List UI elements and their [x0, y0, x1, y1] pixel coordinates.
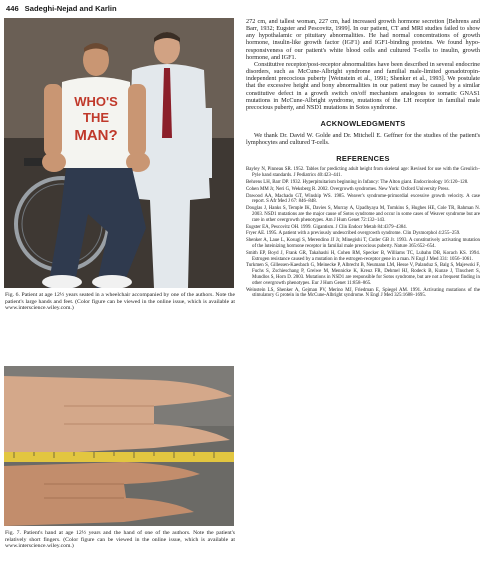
figure-7-caption-text: Patient's hand at age 12½ years and the hand of one of the authors. Note the patient's relatively short fingers. (Color figure can be viewed in the online issue, which is available at www.interscience.wiley.com.)	[5, 530, 235, 550]
acknowledgments-heading: ACKNOWLEDGMENTS	[320, 119, 406, 129]
shirt-line-3: MAN?	[74, 127, 118, 144]
reference-item: Turkmen S, Gillessen-Kaesbach G, Meinecke P, Albrecht B, Neumann LM, Hesse V, Palanduz S, Balg S, Majewski F, Fuchs S, Zschieschang P, Greiwe M, Mennicke K, Kreuz FR, Dehmel HJ, Rodeck B, Kunze J, Tinschert S, Mundlos S, Horn D. 2003. Mutations in NSD1 are responsible for Sotos syndrome, but are not a frequent finding in other overgrowth phenotypes. Eur J Hum Genet 11:858–865.	[246, 263, 480, 286]
figure-column	[4, 18, 234, 576]
body-paragraph: 272 cm, and tallest woman, 227 cm, had increased growth hormone secretion [Behrens and Barr, 1932; Eugster and Pescovitz, 1999]. In our patient, CT and MRI studies failed to show any hypothalamic or pituitary abnormalities. He had normal concentrations of growth hormone, insulin-like growth factor (IGF1) and IGF1-binding proteins. We found hypo-responsiveness of our patient's white blood cells and cultured T-cells to insulin, growth hormone, and IGF1.	[246, 18, 480, 61]
running-header	[6, 4, 117, 16]
references-heading: REFERENCES	[336, 154, 390, 164]
wheelchair-photo	[4, 18, 234, 288]
reference-item: Smith EP, Boyd J, Frank GR, Takahashi H, Cohen RM, Specker B, Williams TC, Lubahn DB, Korach KS. 1994. Estrogen resistance caused by a mutation in the estrogen-receptor gene in a man. N Engl J Med 331: 1056–1061.	[246, 250, 480, 262]
reference-item: Bayley N, Pinneau SR. 1952. Tables for predicting adult height from skeletal age: Revised for use with the Greulich–Pyle hand standards. J Pediatrics 40:423–441.	[246, 167, 480, 179]
reference-item: Dawood AA, Machado GT, Winship WS. 1985. Weaver's syndrome-primordial excessive growth velocity. A case report. S Afr Med J 67: 846–848.	[246, 193, 480, 205]
reference-item: Weinstein LS, Shenker A, Gejman PV, Merino MJ, Friedman E, Spiegel AM. 1991. Activating mutations of the stimulatory G protein in the McCune-Albright syndrome. N Engl J Med 325:1688–1695.	[246, 287, 480, 299]
running-authors: Sadeghi-Nejad and Karlin	[24, 4, 117, 13]
shirt-line-1: WHO'S	[74, 94, 118, 109]
page-number: 446	[6, 4, 19, 13]
reference-item: Shenker A, Laue L, Kosugi S, Merendino JJ Jr, Minegishi T, Cutler GB Jr. 1993. A constitutively activating mutation of the luteinizing hormone receptor in familial male precocious puberty. Nature 365:652–654.	[246, 238, 480, 249]
figure-6-caption-text: Patient at age 12½ years seated in a wheelchair accompanied by one of the authors. Note the patient's large hands and feet. (Color figure can be viewed in the online issue, which is available at www.interscience.wiley.com.)	[5, 292, 236, 312]
figure-6-caption	[5, 292, 235, 312]
figure-6-label: Fig. 6.	[5, 292, 20, 298]
acknowledgments-text: We thank Dr. David W. Golde and Dr. Mitchell E. Geffner for the studies of the patient's lymphocytes and cultured T-cells.	[246, 132, 480, 147]
text-column	[246, 18, 480, 300]
figure-7-photo	[4, 366, 234, 526]
figure-7-label: Fig. 7.	[5, 530, 21, 536]
reference-item: Fryer AE. 1995. A patient with a previously undescribed overgrowth syndrome. Clin Dysmorphol 4:255–259.	[246, 231, 461, 237]
reference-item: Douglas J, Hanks S, Temple IK, Davies S, Murray A, Upadhyaya M, Tomkins S, Hughes HE, Cole TR, Rahman N. 2003. NSD1 mutations are the major cause of Sotos syndrome and occur in some cases of Weaver syndrome but are rare in other overgrowth phenotypes. Am J Hum Genet 72:132–143.	[246, 206, 480, 223]
reference-item: Behrens LH, Barr DP. 1932. Hyperpituitarism beginning in Infancy: The Alton giant. Endocrinology 16:120–128.	[246, 179, 469, 185]
figure-7-caption	[5, 530, 235, 550]
reference-list	[246, 167, 480, 299]
reference-item: Cohen MM Jr, Neri G, Weksberg R. 2002. Overgrowth syndromes. New York: Oxford University Press.	[246, 186, 450, 192]
body-text	[246, 18, 480, 111]
figure-6-photo	[4, 18, 234, 288]
reference-item: Eugster EA, Pescovitz OH. 1999. Gigantism. J Clin Endocr Metab 84:4379–4384.	[246, 224, 407, 230]
hands-photo	[4, 366, 234, 526]
body-paragraph: Constitutive receptor/post-receptor abnormalities have been described in several endocrine disorders, such as McCune-Albright syndrome and familial male-limited gonadotropin-independent precocious puberty [Weinstein et al., 1991; Shenker et al., 1993]. We postulate that the excessive height and bony abnormalities in our patient may be caused by a similar constitutive defect in a growth switch on/off mechanism analogous to somatic GNAS1 mutations in McCune-Albright syndrome, mutations of the LH receptor in familial male precocious puberty, and NSD1 mutations in Sotos syndrome.	[246, 60, 480, 111]
shirt-line-2: THE	[83, 110, 109, 125]
